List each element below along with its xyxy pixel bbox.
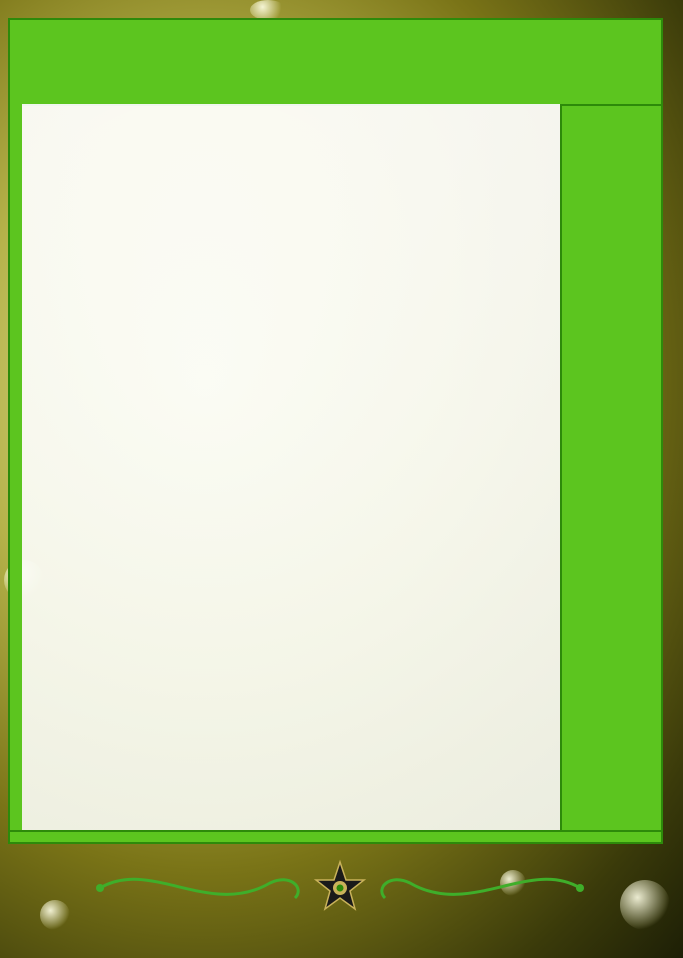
bubble-decoration [620,880,670,930]
text-panel [22,104,560,830]
order-ornament [90,858,590,928]
frame-left [8,104,22,842]
bubble-decoration [250,0,286,20]
bubble-decoration [40,900,70,930]
article-body [38,166,548,169]
frame-right [560,104,663,842]
frame-top [8,18,663,106]
frame-bottom [8,830,663,844]
star-medal-icon [316,862,364,909]
